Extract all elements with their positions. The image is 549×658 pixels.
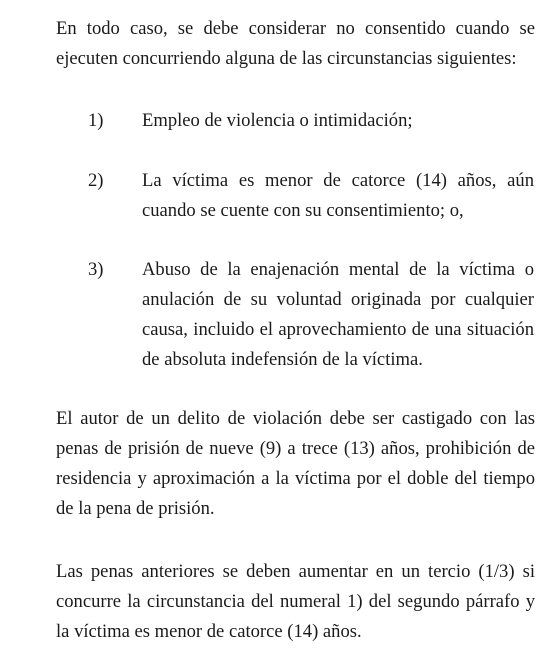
list-item-text: Empleo de violencia o intimidación; — [142, 110, 413, 131]
list-item-text: La víctima es menor de catorce (14) años, aún cuando se cuente con su consentimiento; o, — [142, 170, 534, 221]
intro-paragraph: En todo caso, se debe considerar no consentido cuando se ejecuten concurriendo alguna de las circunstancias siguientes: — [56, 18, 535, 69]
list-item-text: Abuso de la enajenación mental de la víctima o anulación de su voluntad originada por cualquier causa, incluido el aprovechamiento de una situación de absoluta indefensión de la víctima. — [142, 259, 534, 370]
list-item-number: 2) — [88, 170, 104, 191]
penalty-paragraph: El autor de un delito de violación debe ser castigado con las penas de prisión de nueve (9) a trece (13) años, prohibición de residencia y aproximación a la víctima por el doble del tiempo de la pena de prisión. — [56, 408, 535, 519]
list-item-number: 3) — [88, 259, 104, 280]
list-item-number: 1) — [88, 110, 104, 131]
aggravation-paragraph: Las penas anteriores se deben aumentar en un tercio (1/3) si concurre la circunstancia del numeral 1) del segundo párrafo y la víctima es menor de catorce (14) años. — [56, 561, 535, 642]
